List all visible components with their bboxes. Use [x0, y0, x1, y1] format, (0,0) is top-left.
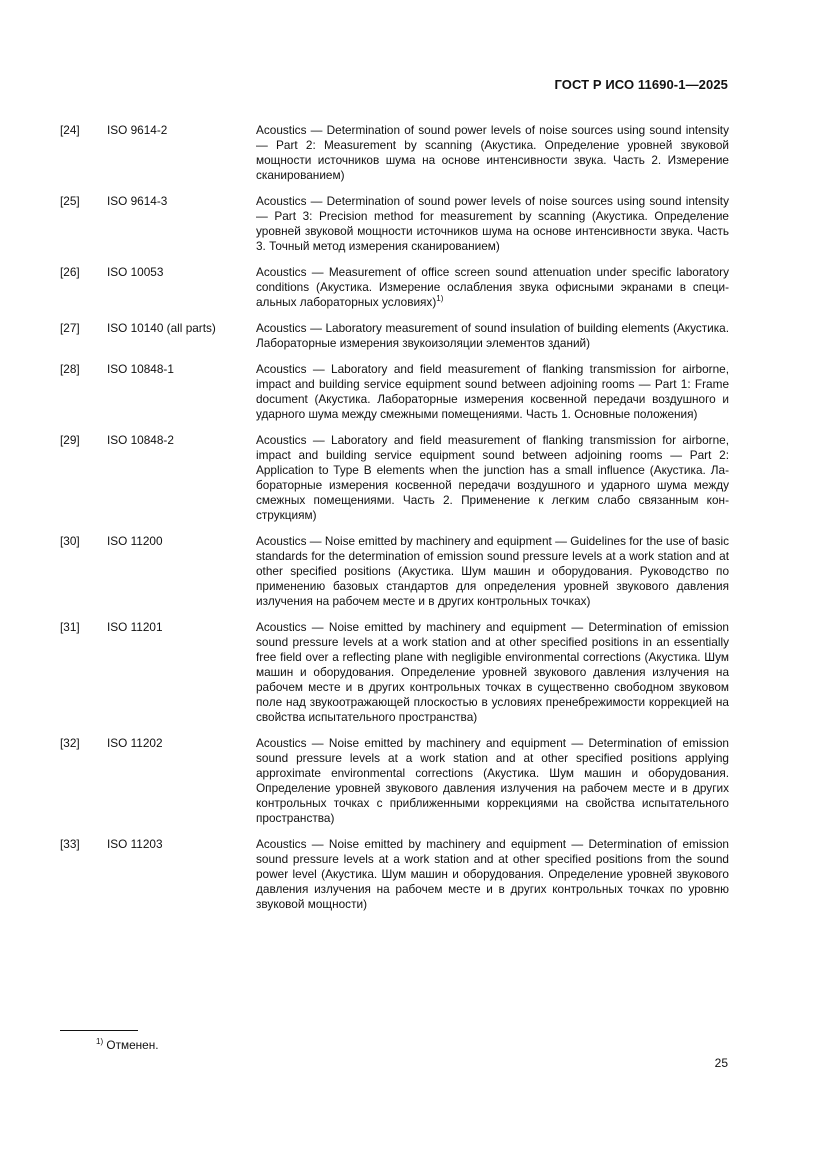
reference-entry	[60, 620, 729, 725]
reference-standard: ISO 11203	[107, 837, 163, 851]
reference-entry	[60, 736, 729, 826]
reference-entry	[60, 123, 729, 183]
reference-standard: ISO 10140 (all parts)	[107, 321, 216, 335]
footnote-divider	[60, 1030, 138, 1031]
reference-number: [31]	[60, 620, 80, 634]
reference-standard: ISO 9614-3	[107, 194, 168, 208]
reference-number: [26]	[60, 265, 80, 279]
reference-description: Acoustics — Noise emitted by machinery and equipment — Determination of emission sound pressure levels at a work station and at other specified positions from the sound power level (Акустика. Шум машин и оборудования. Определение уровней звукового давления излучения на рабочем месте и в других контрольных точках по уровню звуковой мощности)	[256, 837, 729, 911]
reference-entry	[60, 321, 729, 351]
reference-standard: ISO 10848-2	[107, 433, 174, 447]
reference-entry	[60, 837, 729, 912]
reference-number: [25]	[60, 194, 80, 208]
reference-standard: ISO 11202	[107, 736, 163, 750]
reference-entry	[60, 265, 729, 310]
reference-standard: ISO 10848-1	[107, 362, 174, 376]
reference-description: Acoustics — Laboratory and field measurement of flanking transmission for airborne, impact and building service equipment sound between adjoining rooms — Part 1: Frame document (Акустика. Лабораторные измерения косвенной передачи воздушного и ударного шума между смежными помещениями. Часть 1. Основные положения)	[256, 362, 729, 421]
reference-description: Acoustics — Laboratory and field measurement of flanking transmission for airborne, impact and building service equipment sound between adjoining rooms — Part 2: Application to Type B elements when the junction has a small influence (Акустика. Лабораторные измерения косвенной передачи воздушного и ударного шума между смежных помещениями. Часть 2. Применение к легким слабо связанным конструкциям)	[256, 433, 729, 522]
reference-entry	[60, 194, 729, 254]
reference-entry	[60, 433, 729, 523]
page-number: 25	[714, 1056, 728, 1070]
reference-description: Acoustics — Laboratory measurement of sound insulation of building elements (Акустика. Лабораторные измерения звукоизоляции элементов зданий)	[256, 321, 729, 350]
reference-number: [28]	[60, 362, 80, 376]
reference-standard: ISO 9614-2	[107, 123, 168, 137]
reference-description	[256, 265, 729, 310]
footnote-mark: 1)	[96, 1037, 104, 1046]
reference-standard: ISO 11200	[107, 534, 163, 548]
reference-standard: ISO 11201	[107, 620, 163, 634]
reference-number: [33]	[60, 837, 80, 851]
reference-description: Acoustics — Noise emitted by machinery and equipment — Guidelines for the use of basic standards for the determination of emission sound pressure levels at a work station and at other specified positions (Акустика. Шум машин и оборудования. Руководство по применению базовых стандартов для определения уровней звукового давления излучения на рабочем месте и в других контрольных точках)	[256, 534, 729, 608]
footnote-reference-mark: 1)	[436, 294, 444, 304]
reference-number: [27]	[60, 321, 80, 335]
bibliography-list	[60, 123, 729, 923]
reference-number: [24]	[60, 123, 80, 137]
reference-entry	[60, 362, 729, 422]
reference-number: [32]	[60, 736, 80, 750]
reference-standard: ISO 10053	[107, 265, 164, 279]
document-header: ГОСТ Р ИСО 11690-1—2025	[554, 77, 728, 92]
reference-number: [30]	[60, 534, 80, 548]
footnote-text: Отменен.	[106, 1037, 159, 1052]
reference-description: Acoustics — Noise emitted by machinery and equipment — Determination of emission sound pressure levels at a work station and at other specified positions in an essentially free field over a reflecting plane with negligible environmental corrections (Акустика. Шум машин и оборудования. Определение уровней звукового давления излучения на рабочем месте и в других контрольных точках в существенно свободном звуковом поле над звукоотражающей плоскостью в условиях пренебрежимости коррекцией на свойства испытательного пространства)	[256, 620, 729, 724]
reference-description: Acoustics — Determination of sound power levels of noise sources using sound intensity — Part 3: Precision method for measurement by scanning (Акустика. Определение уровней звуковой мощности источников шума на основе интенсивности звука. Часть 3. Точный метод измерения сканированием)	[256, 194, 729, 253]
reference-description-text: Acoustics — Measurement of office screen sound attenuation under specific laboratory conditions (Акустика. Измерение ослабления звука офисными экранами в специальных лабораторных условиях)	[256, 265, 729, 309]
reference-description: Acoustics — Noise emitted by machinery and equipment — Determination of emission sound pressure levels at a work station and at other specified positions applying approximate environmental corrections (Акустика. Шум машин и оборудования. Определение уровней звукового давления излучения на рабочем месте и в других контрольных точках с приближенными коррекциями на свойства испытательного пространства)	[256, 736, 729, 825]
reference-entry	[60, 534, 729, 609]
reference-number: [29]	[60, 433, 80, 447]
reference-description: Acoustics — Determination of sound power levels of noise sources using sound intensity — Part 2: Measurement by scanning (Акустика. Определение уровней звуковой мощности источников шума на основе интенсивности звука. Часть 2. Измерение сканированием)	[256, 123, 729, 182]
footnote	[96, 1034, 159, 1053]
